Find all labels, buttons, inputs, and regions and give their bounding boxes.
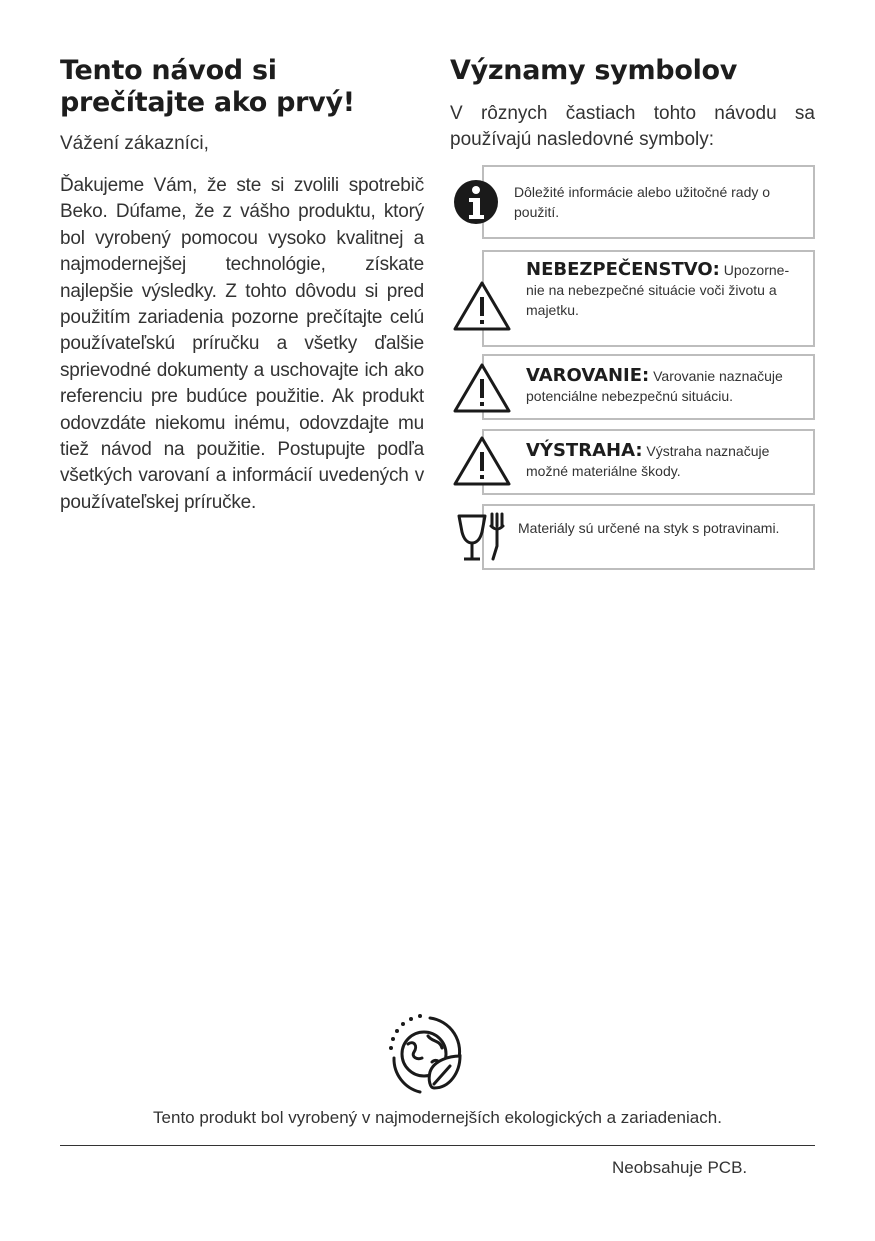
danger-label: NEBEZPEČENSTVO:: [526, 259, 720, 280]
intro-paragraph: Ďakujeme Vám, že ste si zvolili spotrebič Beko. Dúfame, že z vášho produktu, ktorý bol vyrobený pomocou vysoko kvalitnej a najmodernejšej technológie, získate najlepšie výsledky. Z tohto dôvodu si pred použitím zariadenia pozorne prečítajte celú používateľskú príručku a všetky ďalšie sprievodné dokumenty a uschovajte ich ako referenciu pre budúce použitie. Ak produkt odovzdáte niekomu inému, odovzdajte mu tiež návod na použitie. Postupujte podľa všetkých varovaní a informácií uvedených v používateľskej príručke.: [60, 175, 424, 513]
symbols-section: [450, 55, 815, 536]
eco-note: Tento produkt bol vyrobený v najmodernejších ekologických a zariadeniach.: [153, 1108, 722, 1127]
symbol-danger-text: NEBEZPEČENSTVO: Upozornenie na nebezpečné situácie voči životu a majetku.: [526, 259, 790, 318]
warning-triangle-icon: [452, 435, 512, 487]
symbol-caution-text: VÝSTRAHA: Výstraha naznačuje možné materiálne škody.: [526, 440, 770, 479]
caution-label: VÝSTRAHA:: [526, 440, 643, 461]
page-title: Tento návod si prečítajte ako prvý!: [60, 55, 355, 118]
intro-section: [60, 55, 424, 516]
warning-label: VAROVANIE:: [526, 365, 650, 386]
greeting: Vážení zákazníci,: [60, 133, 209, 154]
symbol-food-contact: [450, 504, 815, 570]
symbol-warning-text: VAROVANIE: Varovanie naznačuje potenciálne nebezpečnú situáciu.: [526, 365, 783, 404]
pcb-note: Neobsahuje PCB.: [612, 1158, 748, 1177]
symbol-info-text: Dôležité informácie alebo užitočné rady o použití.: [514, 184, 771, 220]
symbols-intro: V rôznych častiach tohto návodu sa používajú nasledovné symboly:: [450, 103, 815, 150]
symbol-warning: [450, 354, 815, 420]
symbol-caution: [450, 429, 815, 495]
warning-triangle-icon: [452, 280, 512, 332]
eco-globe-leaf-icon: [384, 1010, 466, 1100]
divider: [60, 1145, 815, 1146]
food-contact-icon: [456, 510, 510, 562]
symbol-food-contact-text: Materiály sú určené na styk s potravinami.: [518, 520, 780, 536]
symbol-info: [450, 165, 815, 239]
warning-triangle-icon: [452, 362, 512, 414]
symbols-title: Významy symbolov: [450, 55, 738, 86]
info-icon: [452, 177, 500, 227]
symbol-danger: [450, 250, 815, 347]
